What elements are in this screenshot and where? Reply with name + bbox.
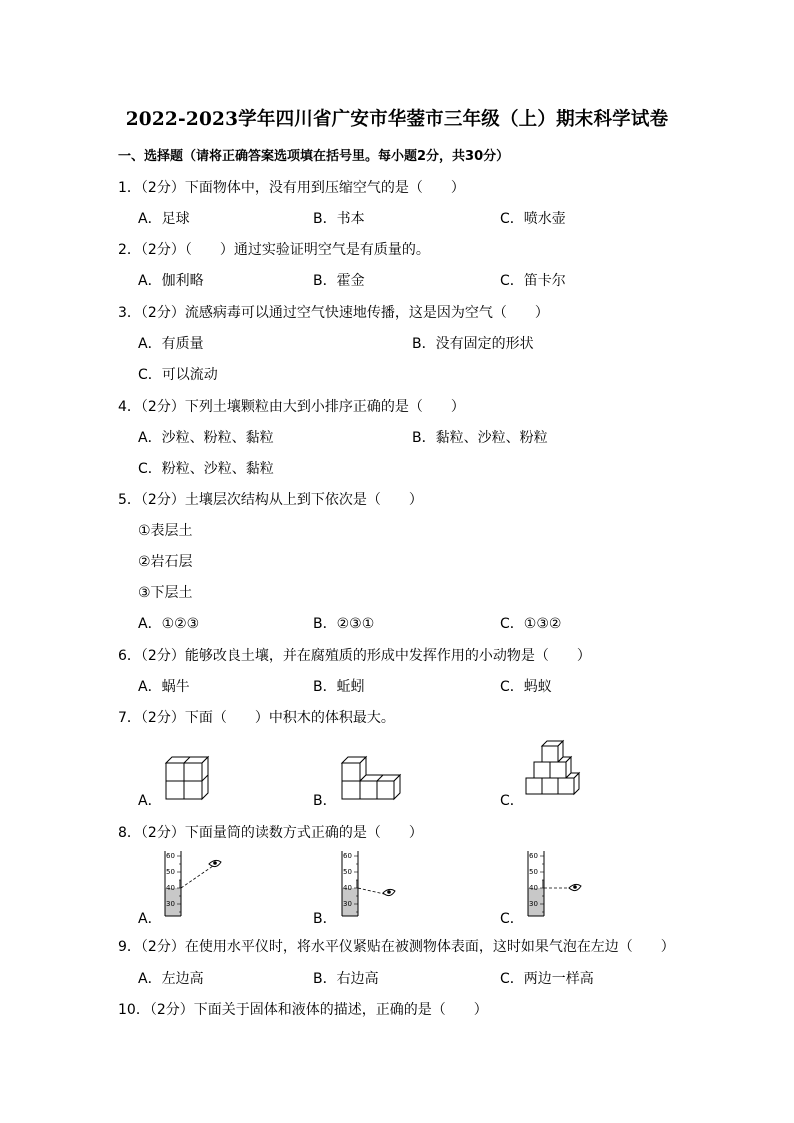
q8-option-c[interactable]: C． bbox=[500, 911, 524, 927]
question-4: 4．（2分）下列土壤颗粒由大到小排序正确的是（ ） bbox=[118, 399, 465, 415]
q4-option-c[interactable]: C．粉粒、沙粒、黏粒 bbox=[138, 461, 274, 477]
q8b-tick-60: 60 bbox=[343, 852, 352, 860]
q5-option-b[interactable]: B．②③① bbox=[313, 616, 375, 632]
question-1: 1．（2分）下面物体中，没有用到压缩空气的是（ ） bbox=[118, 180, 465, 196]
q6-option-c[interactable]: C．蚂蚁 bbox=[500, 679, 552, 695]
q1-option-c[interactable]: C．喷水壶 bbox=[500, 211, 566, 227]
q8b-tick-50: 50 bbox=[343, 868, 352, 876]
q8-figure-a-cylinder bbox=[163, 849, 233, 919]
q8a-tick-40: 40 bbox=[166, 884, 175, 892]
q8-figure-b-cylinder bbox=[340, 849, 410, 919]
question-8: 8．（2分）下面量筒的读数方式正确的是（ ） bbox=[118, 825, 423, 841]
q1-option-a[interactable]: A．足球 bbox=[138, 211, 190, 227]
q7-figure-a-blocks bbox=[160, 755, 210, 803]
q8c-tick-40: 40 bbox=[529, 884, 538, 892]
question-7: 7．（2分）下面（ ）中积木的体积最大。 bbox=[118, 710, 395, 726]
q8c-tick-50: 50 bbox=[529, 868, 538, 876]
q8-option-a[interactable]: A． bbox=[138, 911, 162, 927]
section-heading: 一、选择题（请将正确答案选项填在括号里。每小题2分，共30分） bbox=[118, 149, 510, 164]
q2-option-b[interactable]: B．霍金 bbox=[313, 273, 365, 289]
question-5: 5．（2分）土壤层次结构从上到下依次是（ ） bbox=[118, 492, 423, 508]
q9-option-c[interactable]: C．两边一样高 bbox=[500, 971, 594, 987]
eye-icon bbox=[383, 889, 395, 895]
question-9: 9．（2分）在使用水平仪时，将水平仪紧贴在被测物体表面，这时如果气泡在左边（ ） bbox=[118, 939, 675, 955]
q7-option-a[interactable]: A． bbox=[138, 793, 162, 809]
q4-option-a[interactable]: A．沙粒、粉粒、黏粒 bbox=[138, 430, 274, 446]
q3-option-a[interactable]: A．有质量 bbox=[138, 336, 204, 352]
q7-option-b[interactable]: B． bbox=[313, 793, 337, 809]
eye-icon bbox=[209, 860, 221, 866]
q6-option-b[interactable]: B．蚯蚓 bbox=[313, 679, 365, 695]
question-2: 2．（2分）（ ）通过实验证明空气是有质量的。 bbox=[118, 242, 430, 258]
question-6: 6．（2分）能够改良土壤，并在腐殖质的形成中发挥作用的小动物是（ ） bbox=[118, 648, 591, 664]
q5-option-c[interactable]: C．①③② bbox=[500, 616, 562, 632]
q8c-tick-30: 30 bbox=[529, 900, 538, 908]
q8-option-b[interactable]: B． bbox=[313, 911, 337, 927]
q9-option-a[interactable]: A．左边高 bbox=[138, 971, 204, 987]
q8a-tick-60: 60 bbox=[166, 852, 175, 860]
q1-option-b[interactable]: B．书本 bbox=[313, 211, 365, 227]
q3-option-b[interactable]: B．没有固定的形状 bbox=[412, 336, 534, 352]
q8b-tick-40: 40 bbox=[343, 884, 352, 892]
q2-option-c[interactable]: C．笛卡尔 bbox=[500, 273, 566, 289]
q7-option-c[interactable]: C． bbox=[500, 793, 524, 809]
q7-figure-c-blocks bbox=[522, 738, 586, 803]
q8b-tick-30: 30 bbox=[343, 900, 352, 908]
q8-figure-c-cylinder bbox=[526, 849, 596, 919]
q5-item-3: ③下层土 bbox=[138, 585, 193, 601]
q8c-tick-60: 60 bbox=[529, 852, 538, 860]
q8a-tick-30: 30 bbox=[166, 900, 175, 908]
page-title: 2022-2023学年四川省广安市华蓥市三年级（上）期末科学试卷 bbox=[125, 109, 669, 130]
q2-option-a[interactable]: A．伽利略 bbox=[138, 273, 204, 289]
q4-option-b[interactable]: B．黏粒、沙粒、粉粒 bbox=[412, 430, 548, 446]
question-3: 3．（2分）流感病毒可以通过空气快速地传播，这是因为空气（ ） bbox=[118, 305, 549, 321]
q9-option-b[interactable]: B．右边高 bbox=[313, 971, 379, 987]
q8a-tick-50: 50 bbox=[166, 868, 175, 876]
eye-icon bbox=[569, 884, 581, 890]
q5-item-2: ②岩石层 bbox=[138, 554, 193, 570]
question-10: 10．（2分）下面关于固体和液体的描述，正确的是（ ） bbox=[118, 1002, 488, 1018]
q6-option-a[interactable]: A．蜗牛 bbox=[138, 679, 190, 695]
q7-figure-b-blocks bbox=[336, 755, 402, 803]
q5-item-1: ①表层土 bbox=[138, 523, 193, 539]
q3-option-c[interactable]: C．可以流动 bbox=[138, 367, 218, 383]
q5-option-a[interactable]: A．①②③ bbox=[138, 616, 200, 632]
